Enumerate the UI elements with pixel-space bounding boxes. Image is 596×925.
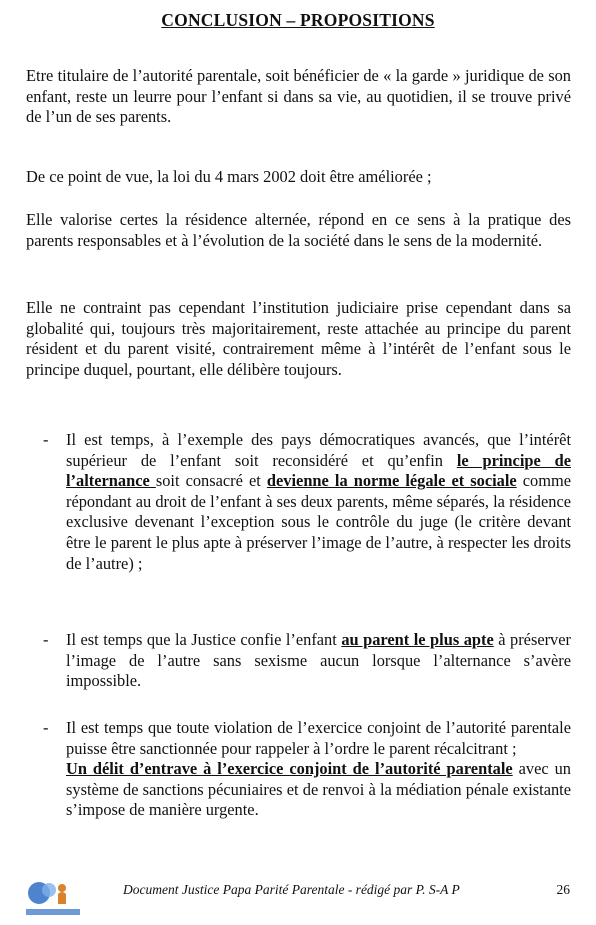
bullet-dash: -	[43, 630, 49, 649]
footer-text: Document Justice Papa Parité Parentale - rédigé par P. S-A P	[123, 882, 460, 897]
page-title: CONCLUSION – PROPOSITIONS	[161, 10, 435, 30]
paragraph-2: De ce point de vue, la loi du 4 mars 2002 doit être améliorée ;	[26, 167, 432, 186]
emphasis-norme: devienne la norme légale et sociale	[266, 471, 517, 491]
bullet-dash: -	[43, 718, 49, 737]
paragraph-4: Elle ne contraint pas cependant l’institution judiciaire prise cependant dans sa globalité qui, toujours très majoritairement, reste attachée au principe du parent résident et du parent visité, contrairement même à l’intérêt de l’enfant sous le principe duquel, pourtant, elle délibère toujours.	[26, 298, 571, 379]
bullet-text-3: Il est temps que toute violation de l’exercice conjoint de l’autorité parentale puisse être sanctionnée pour rappeler à l’ordre le parent récalcitrant ; Un délit d’entrave à l’exercice conjoint de l’autorité parentale avec un système de sanctions pécuniaires et de renvoi à la médiation pénale existante s’impose de manière urgente.	[66, 718, 572, 820]
emphasis-delit: Un délit d’entrave à l’exercice conjoint de l’autorité parentale	[66, 759, 513, 779]
paragraph-1: Etre titulaire de l’autorité parentale, soit bénéficier de « la garde » juridique de son enfant, reste un leurre pour l’enfant si dans sa vie, au quotidien, il se trouve privé de l’un de ses parents.	[26, 66, 571, 127]
bullet-dash: -	[43, 430, 49, 449]
papa-parite-parentale-logo-icon	[22, 878, 84, 918]
paragraph-3: Elle valorise certes la résidence alternée, répond en ce sens à la pratique des parents responsables et à l’évolution de la société dans le sens de la modernité.	[26, 210, 571, 250]
bullet-text-2: Il est temps que la Justice confie l’enfant au parent le plus apte à préserver l’image de l’autre sans sexisme aucun lorsque l’alternance s’avère impossible.	[66, 630, 571, 691]
page-footer	[0, 878, 596, 918]
page-number: 26	[556, 882, 570, 897]
emphasis-parent-apte: au parent le plus apte	[341, 630, 494, 649]
emphasis-alternance: le principe de l’alternance	[66, 450, 571, 491]
bullet-text-1: Il est temps, à l’exemple des pays démocratiques avancés, que l’intérêt supérieur de l’enfant soit reconsidéré et qu’enfin le principe de l’alternance soit consacré et devienne la norme légale et sociale comme répondant au droit de l’enfant à ses deux parents, même séparés, la résidence exclusive devenant l’exception sous le contrôle du juge (le critère devant être le parent le plus apte à préserver l’image de l’autre, à respecter les droits de l’autre) ;	[66, 430, 572, 573]
